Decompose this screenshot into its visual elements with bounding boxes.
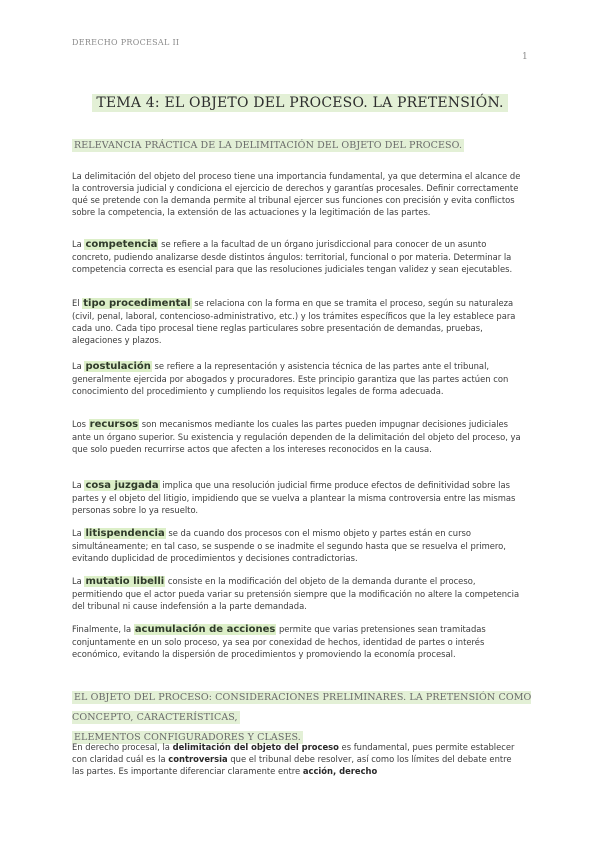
section-heading-relevancia bbox=[72, 140, 464, 151]
text-span: consiste en la modificación del objeto de la demanda durante el proceso, permitiendo que el actor pueda variar su pretensión siempre que la modificación no altere la competencia del tribunal ni cause indefensión a la parte demandada. bbox=[72, 576, 520, 612]
paragraph-recursos bbox=[72, 418, 524, 455]
section-heading-text: RELEVANCIA PRÁCTICA DE LA DELIMITACIÓN DEL OBJETO DEL PROCESO. bbox=[74, 140, 463, 151]
title-container bbox=[0, 92, 600, 112]
paragraph-mutatio-libelli bbox=[72, 575, 524, 612]
bold-text: controversia bbox=[168, 754, 228, 765]
text-span: El bbox=[72, 298, 83, 308]
text-span: Los bbox=[72, 419, 89, 429]
text-span: permite que varias pretensiones sean tramitadas conjuntamente en un solo proceso, ya sea por conexidad de hechos, identidad de partes o interés económico, evitando la dispersión de procedimientos y promoviendo la economía procesal. bbox=[72, 624, 486, 660]
text-span: La bbox=[72, 239, 85, 249]
paragraph-acumulacion bbox=[72, 623, 524, 660]
text-span: La bbox=[72, 361, 85, 371]
paragraph-litispendencia bbox=[72, 527, 524, 564]
term-highlight: recursos bbox=[89, 419, 139, 430]
section-heading-line: ELEMENTOS CONFIGURADORES Y CLASES. bbox=[74, 732, 301, 743]
term-highlight: tipo procedimental bbox=[83, 298, 191, 309]
paragraph-cosa-juzgada bbox=[72, 479, 524, 516]
term-highlight: cosa juzgada bbox=[85, 480, 159, 491]
text-span: se refiere a la facultad de un órgano jurisdiccional para conocer de un asunto concreto, pudiendo analizarse desde distintos ángulos: territorial, funcional o por materia. Determinar la competencia correcta es esencial para que las resoluciones judiciales tengan validez y sean ejecutables. bbox=[72, 239, 513, 275]
text-span: La bbox=[72, 576, 85, 586]
text-span: se relaciona con la forma en que se tramita el proceso, según su naturaleza (civil, penal, laboral, contencioso-administrativo, etc.) y los trámites específicos que la ley establece para cada uno. Cada tipo procesal tiene reglas particulares sobre presentación de demandas, pruebas, alegaciones y plazos. bbox=[72, 298, 516, 346]
term-highlight: postulación bbox=[85, 361, 151, 372]
text-span: La bbox=[72, 528, 85, 538]
document-header: DERECHO PROCESAL II bbox=[72, 38, 180, 47]
paragraph-intro: La delimitación del objeto del proceso tiene una importancia fundamental, ya que determina el alcance de la controversia judicial y condiciona el ejercicio de derechos y garantías procesales. Definir correctamente qué se pretende con la demanda permite al tribunal ejercer sus funciones con precisión y evita conflictos sobre la competencia, la extensión de las actuaciones y la legitimación de las partes. bbox=[72, 171, 521, 218]
text-span: es fundamental, pues permite establecer con claridad cuál es la bbox=[72, 742, 515, 765]
section-heading-objeto bbox=[72, 688, 532, 748]
term-highlight: litispendencia bbox=[85, 528, 165, 539]
section-heading-line: EL OBJETO DEL PROCESO: CONSIDERACIONES PRELIMINARES. LA PRETENSIÓN COMO CONCEPTO, CARACTERÍSTICAS, bbox=[72, 692, 532, 723]
text-span: Finalmente, la bbox=[72, 624, 134, 634]
text-span: se da cuando dos procesos con el mismo objeto y partes están en curso simultáneamente; en tal caso, se suspende o se inadmite el segundo hasta que se resuelva el primero, evitando duplicidad de procedimientos y decisiones contradictorias. bbox=[72, 528, 506, 564]
text-span: son mecanismos mediante los cuales las partes pueden impugnar decisiones judiciales ante un órgano superior. Su existencia y regulación dependen de la delimitación del objeto del proceso, ya que solo pueden recurrirse actos que afecten a los intereses reconocidos en la causa. bbox=[72, 419, 521, 455]
term-highlight: mutatio libelli bbox=[85, 576, 165, 587]
text-span: que el tribunal debe resolver, así como los límites del debate entre las partes. Es importante diferenciar claramente entre bbox=[72, 754, 512, 777]
text-span: implica que una resolución judicial firme produce efectos de definitividad sobre las partes y el objeto del litigio, impidiendo que se vuelva a plantear la misma controversia entre las mismas personas sobre lo ya resuelto. bbox=[72, 480, 516, 516]
page-title: TEMA 4: EL OBJETO DEL PROCESO. LA PRETENSIÓN. bbox=[92, 94, 507, 112]
paragraph-postulacion bbox=[72, 360, 524, 397]
paragraph-objeto-intro bbox=[72, 741, 524, 777]
text-span: En derecho procesal, la bbox=[72, 742, 173, 752]
term-highlight: acumulación de acciones bbox=[134, 624, 276, 635]
text-span: La bbox=[72, 480, 85, 490]
paragraph-competencia bbox=[72, 238, 524, 275]
page-number: 1 bbox=[522, 52, 528, 62]
text-span: se refiere a la representación y asistencia técnica de las partes ante el tribunal, generalmente ejercida por abogados y procuradores. Este principio garantiza que las partes actúen con conocimiento del procedimiento y cumpliendo los requisitos legales de forma adecuada. bbox=[72, 361, 509, 397]
paragraph-tipo-procedimental bbox=[72, 297, 524, 346]
term-highlight: competencia bbox=[85, 239, 158, 250]
bold-text: acción, derecho bbox=[302, 766, 378, 777]
bold-text: delimitación del objeto del proceso bbox=[172, 742, 339, 752]
